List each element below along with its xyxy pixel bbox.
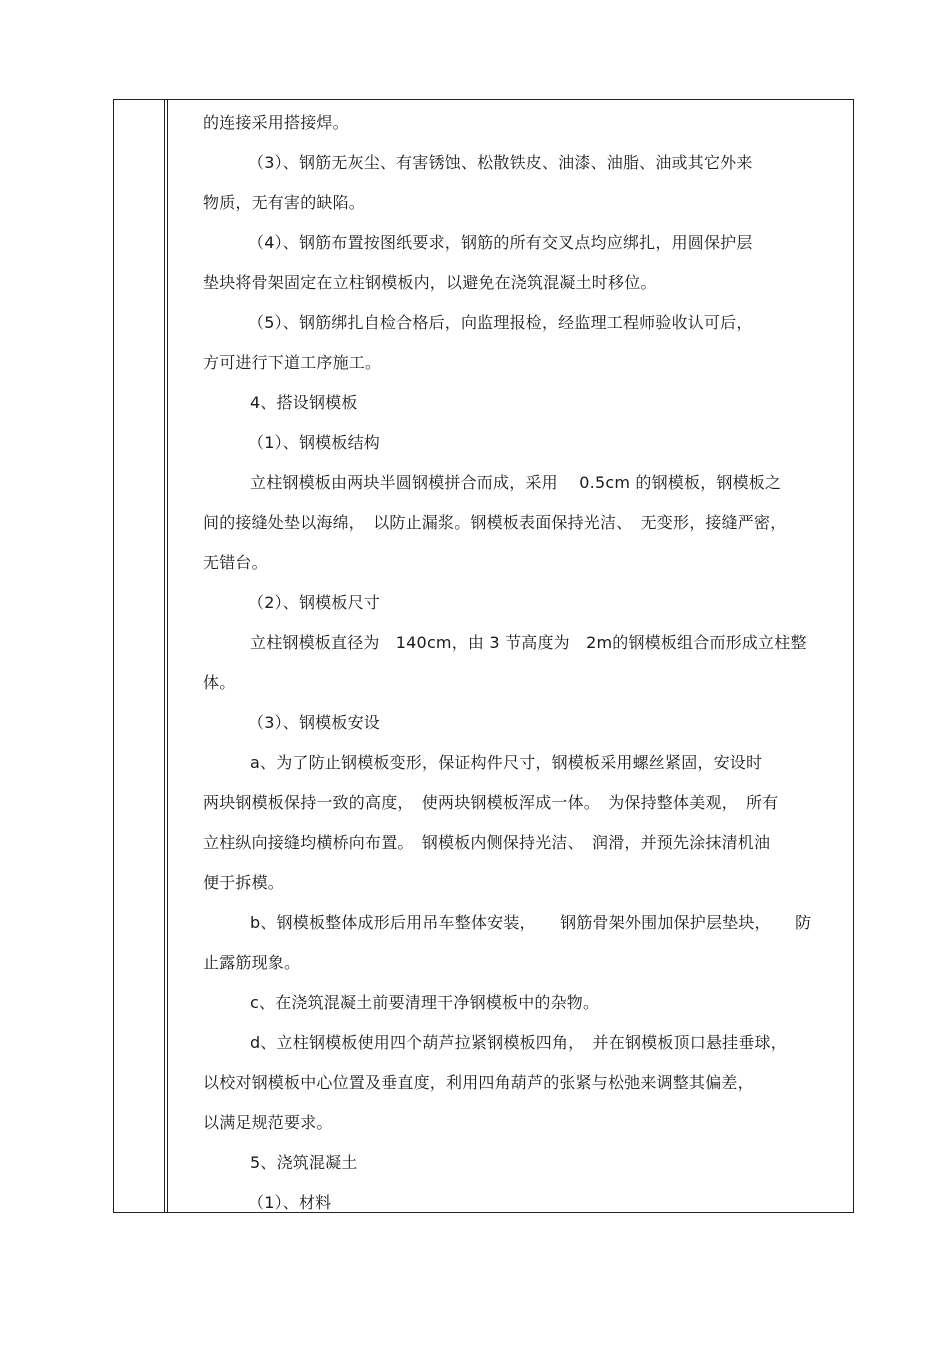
text-line: 间的接缝处垫以海绵， 以防止漏浆。钢模板表面保持光洁、 无变形，接缝严密， — [203, 513, 787, 532]
text-line: （3）、钢筋无灰尘、有害锈蚀、松散铁皮、油漆、油脂、油或其它外来 — [248, 153, 753, 172]
text-line: a、为了防止钢模板变形，保证构件尺寸，钢模板采用螺丝紧固，安设时 — [250, 753, 763, 772]
text-line: （5）、钢筋绑扎自检合格后，向监理报检，经监理工程师验收认可后， — [248, 313, 753, 332]
text-line: 以满足规范要求。 — [203, 1113, 333, 1132]
text-line: 以校对钢模板中心位置及垂直度，利用四角葫芦的张紧与松弛来调整其偏差， — [203, 1073, 754, 1092]
text-line: 无错台。 — [203, 553, 268, 572]
text-line: b、钢模板整体成形后用吊车整体安装， 钢筋骨架外围加保护层垫块， 防 — [250, 913, 812, 932]
text-line: 立柱钢模板由两块半圆钢模拼合而成，采用 0.5cm 的钢模板，钢模板之 — [250, 473, 782, 492]
section-heading: 5、浇筑混凝土 — [250, 1153, 358, 1172]
text-line: 物质，无有害的缺陷。 — [203, 193, 366, 212]
text-line: 立柱纵向接缝均横桥向布置。 钢模板内侧保持光洁、 润滑，并预先涂抹清机油 — [203, 833, 771, 852]
text-line: 的连接采用搭接焊。 — [203, 113, 349, 132]
text-line: 方可进行下道工序施工。 — [203, 353, 382, 372]
text-line: 立柱钢模板直径为 140cm，由 3 节高度为 2m的钢模板组合而形成立柱整 — [250, 633, 807, 652]
column-divider — [164, 99, 165, 1213]
text-line: 两块钢模板保持一致的高度， 使两块钢模板浑成一体。 为保持整体美观， 所有 — [203, 793, 779, 812]
subsection-heading: （1）、材料 — [248, 1193, 332, 1212]
column-divider — [167, 99, 168, 1213]
text-line: 垫块将骨架固定在立柱钢模板内，以避免在浇筑混凝土时移位。 — [203, 273, 657, 292]
text-line: c、在浇筑混凝土前要清理干净钢模板中的杂物。 — [250, 993, 600, 1012]
text-line: 便于拆模。 — [203, 873, 285, 892]
subsection-heading: （2）、钢模板尺寸 — [248, 593, 380, 612]
subsection-heading: （1）、钢模板结构 — [248, 433, 380, 452]
text-line: 止露筋现象。 — [203, 953, 301, 972]
subsection-heading: （3）、钢模板安设 — [248, 713, 380, 732]
section-heading: 4、搭设钢模板 — [250, 393, 358, 412]
text-line: （4）、钢筋布置按图纸要求，钢筋的所有交叉点均应绑扎，用圆保护层 — [248, 233, 753, 252]
text-line: 体。 — [203, 673, 236, 692]
text-line: d、立柱钢模板使用四个葫芦拉紧钢模板四角， 并在钢模板顶口悬挂垂球， — [250, 1033, 787, 1052]
